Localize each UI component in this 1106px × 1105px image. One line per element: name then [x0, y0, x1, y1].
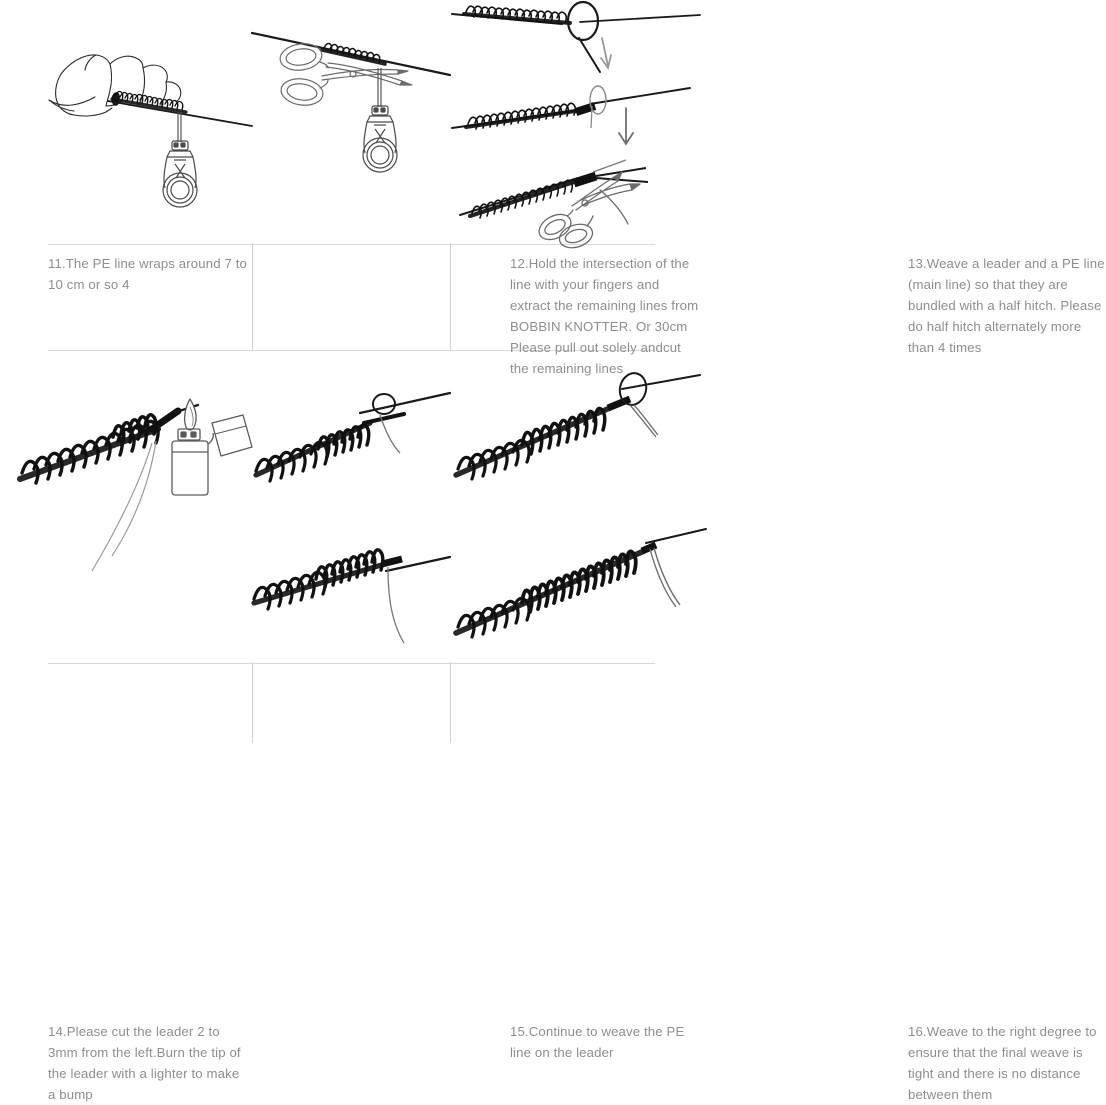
- panel-14: [0, 351, 252, 1102]
- panel-13: [450, 0, 1105, 355]
- caption-panel-14: 14.Please cut the leader 2 to 3mm from the left.Burn the tip of the leader with a lighter to make a bump: [48, 1024, 241, 1102]
- illustration-hand-holding-line-with-bobbin-knotter: [0, 0, 252, 245]
- caption-panel-13: 13.Weave a leader and a PE line (main line) so that they are bundled with a half hitch. Please do half hitch alternately more than 4 times: [908, 256, 1105, 355]
- panel-12: [252, 0, 699, 376]
- illustration-half-hitch-sequence: [450, 0, 743, 245]
- caption-panel-15: 15.Continue to weave the PE line on the leader: [510, 1024, 685, 1060]
- illustration-final-tight-weave: [450, 351, 743, 656]
- caption-panel-12: 12.Hold the intersection of the line with your fingers and extract the remaining lines from BOBBIN KNOTTER. Or 30cm Please pull out solely andcut the remaining lines: [510, 256, 699, 376]
- panel-15: [252, 351, 685, 1060]
- illustration-continued-weaving: [252, 351, 450, 656]
- caption-panel-11: 11.The PE line wraps around 7 to 10 cm or so 4: [48, 256, 247, 292]
- illustration-burning-leader-tip-with-lighter: [0, 351, 252, 656]
- caption-panel-16: 16.Weave to the right degree to ensure that the final weave is tight and there is no distance between them: [908, 1024, 1097, 1102]
- illustration-scissors-and-bobbin-knotter-on-line: [252, 0, 450, 245]
- panel-11: [0, 0, 252, 350]
